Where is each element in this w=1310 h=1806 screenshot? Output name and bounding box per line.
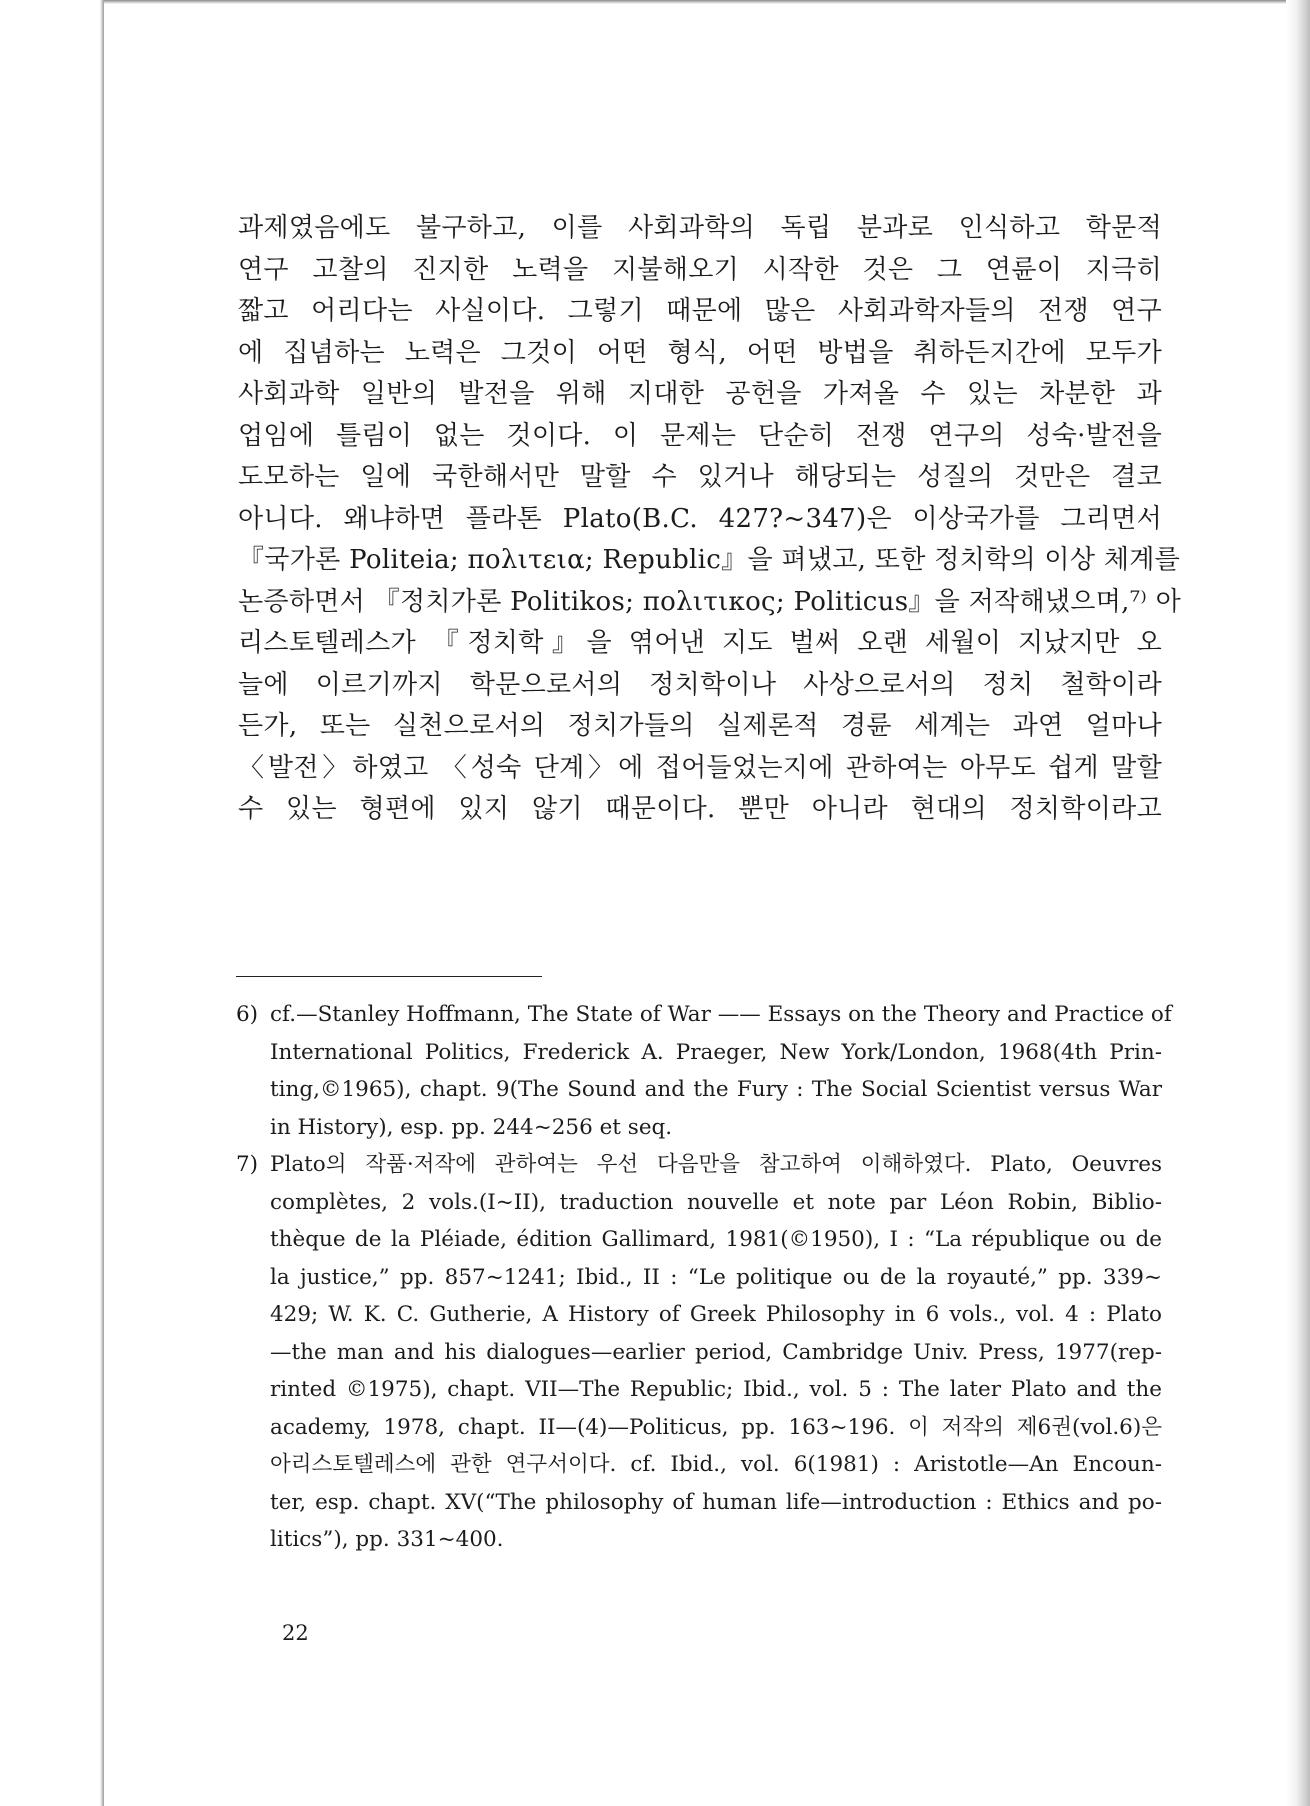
footnote-7 [236, 1146, 1162, 1559]
body-line: 업임에 틀림이 없는 것이다. 이 문제는 단순히 전쟁 연구의 성숙·발전을 [238, 420, 1162, 451]
footnote-marker: 7) [236, 1152, 259, 1177]
body-line: 든가, 또는 실천으로서의 정치가들의 실제론적 경륜 세계는 과연 얼마나 [238, 711, 1162, 741]
footnote-divider [236, 976, 542, 977]
footnote-line: litics”), pp. 331~400. [270, 1527, 504, 1552]
footnote-line: la justice,” pp. 857~1241; Ibid., II : “Le politique ou de la royauté,” pp. 339~ [270, 1264, 1162, 1290]
footnote-line: in History), esp. pp. 244~256 et seq. [270, 1114, 673, 1140]
footnote-line: complètes, 2 vols.(I~II), traduction nouvelle et note par Léon Robin, Biblio- [270, 1189, 1162, 1215]
footnotes [236, 996, 1172, 1559]
footnote-line: rinted ©1975), chapt. VII—The Republic; Ibid., vol. 5 : The later Plato and the [270, 1377, 1162, 1402]
body-line: 논증하면서 『정치가론 Politikos; πολιτικος; Politicus』을 저작해냈으며,⁷⁾ 아 [238, 586, 1182, 617]
footnote-line: ter, esp. chapt. XV(“The philosophy of human life—introduction : Ethics and po- [270, 1489, 1162, 1515]
page-number: 22 [282, 1621, 309, 1645]
body-paragraph [238, 208, 1182, 831]
footnote-line: 아리스토텔레스에 관한 연구서이다. cf. Ibid., vol. 6(1981) : Aristotle—An Encoun- [270, 1452, 1162, 1477]
body-line: 과제였음에도 불구하고, 이를 사회과학의 독립 분과로 인식하고 학문적 [238, 213, 1162, 243]
footnote-line: academy, 1978, chapt. II—(4)—Politicus, pp. 163~196. 이 저작의 제6권(vol.6)은 [270, 1414, 1162, 1440]
body-line: 〈발전〉하였고 〈성숙 단계〉에 접어들었는지에 관하여는 아무도 쉽게 말할 [238, 752, 1162, 783]
footnote-line: thèque de la Pléiade, édition Gallimard, 1981(©1950), I : “La république ou de [270, 1227, 1162, 1252]
body-line: 에 집념하는 노력은 그것이 어떤 형식, 어떤 방법을 취하든지간에 모두가 [238, 337, 1162, 368]
footnote-line: ting,©1965), chapt. 9(The Sound and the Fury : The Social Scientist versus War [270, 1077, 1162, 1102]
page-edge-left [0, 0, 112, 1806]
body-line: 수 있는 형편에 있지 않기 때문이다. 뿐만 아니라 현대의 정치학이라고 [238, 794, 1162, 824]
footnote-line: cf.—Stanley Hoffmann, The State of War —— Essays on the Theory and Practice of [270, 1002, 1172, 1027]
footnote-line: —the man and his dialogues—earlier period, Cambridge Univ. Press, 1977(rep- [270, 1339, 1162, 1365]
body-line: 리스토텔레스가 『정치학』을 엮어낸 지도 벌써 오랜 세월이 지났지만 오 [238, 628, 1162, 658]
body-line: 짧고 어리다는 사실이다. 그렇기 때문에 많은 사회과학자들의 전쟁 연구 [238, 296, 1162, 326]
footnote-line: 429; W. K. C. Gutherie, A History of Greek Philosophy in 6 vols., vol. 4 : Plato [270, 1302, 1162, 1327]
body-line: 사회과학 일반의 발전을 위해 지대한 공헌을 가져올 수 있는 차분한 과 [238, 379, 1162, 409]
body-line: 『국가론 Politeia; πολιτεια; Republic』을 펴냈고, 또한 정치학의 이상 체계를 [238, 545, 1181, 575]
body-line: 도모하는 일에 국한해서만 말할 수 있거나 해당되는 성질의 것만은 결코 [238, 462, 1162, 492]
footnote-line: Plato의 작품·저작에 관하여는 우선 다음만을 참고하여 이해하였다. Plato, Oeuvres [270, 1152, 1162, 1177]
page-edge-right [1286, 0, 1310, 1806]
body-line: 늘에 이르기까지 학문으로서의 정치학이나 사상으로서의 정치 철학이라 [238, 669, 1162, 700]
body-line: 연구 고찰의 진지한 노력을 지불해오기 시작한 것은 그 연륜이 지극히 [238, 254, 1162, 285]
body-line: 아니다. 왜냐하면 플라톤 Plato(B.C. 427?~347)은 이상국가를 그리면서 [238, 503, 1162, 534]
page-edge-top [104, 0, 1304, 4]
footnote-marker: 6) [236, 1002, 259, 1027]
footnote-6 [236, 996, 1172, 1146]
footnote-line: International Politics, Frederick A. Praeger, New York/London, 1968(4th Prin- [270, 1039, 1162, 1065]
